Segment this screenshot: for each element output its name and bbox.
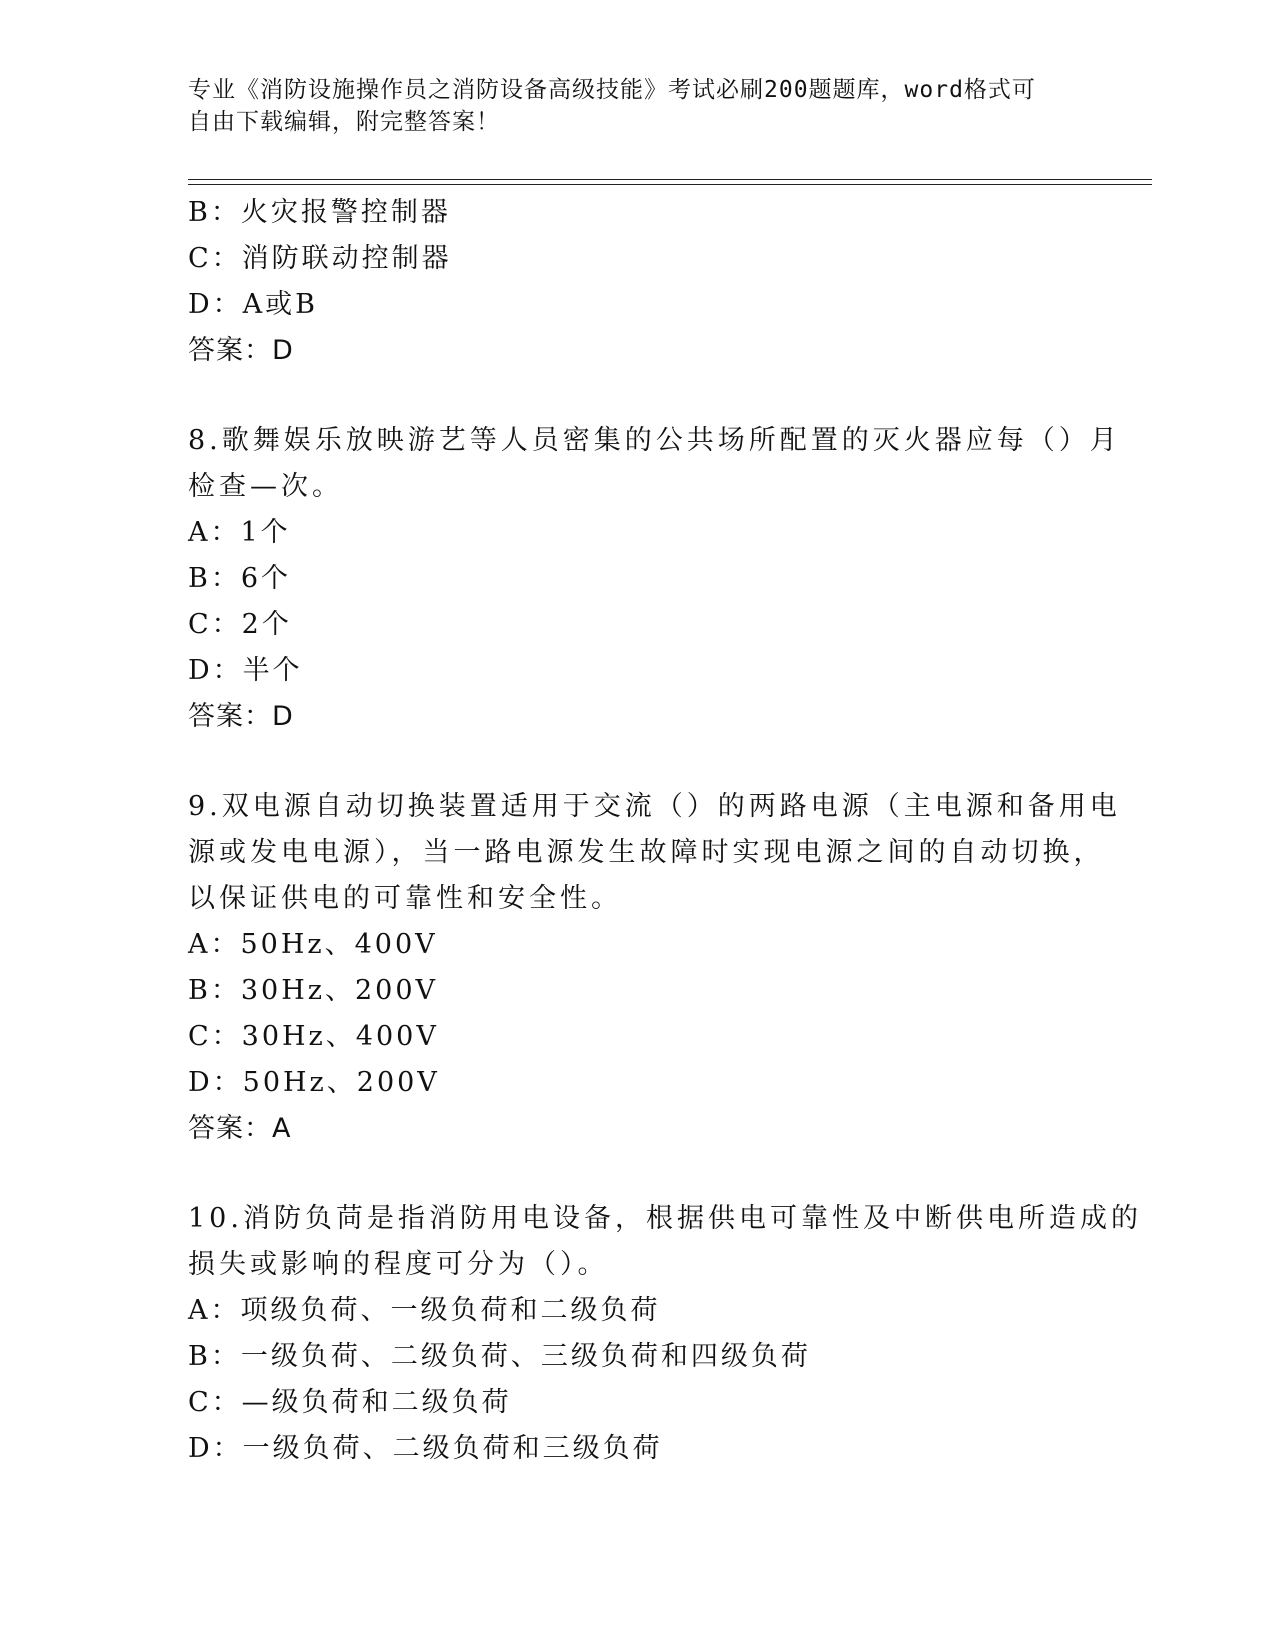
- option-b: B：火灾报警控制器: [188, 197, 451, 228]
- option-c: C：消防联动控制器: [188, 243, 452, 274]
- option-a: A：项级负荷、一级负荷和二级负荷: [188, 1295, 661, 1326]
- question-9: [188, 784, 1121, 922]
- option-b: B：30Hz、200V: [188, 975, 439, 1006]
- option-c: C：30Hz、400V: [188, 1021, 439, 1052]
- question-text-line: 检查—次。: [188, 471, 343, 502]
- option-d: D：50Hz、200V: [188, 1067, 440, 1098]
- question-text-line: 10.消防负苘是指消防用电设备，根据供电可靠性及中断供电所造成的: [188, 1203, 1142, 1234]
- option-b: B：6个: [188, 563, 292, 594]
- answer-line: 答案：D: [188, 335, 294, 366]
- header-line-1: 专业《消防设施操作员之消防设备高级技能》考试必刷200题题库，word格式可: [188, 77, 1036, 103]
- option-a: A：1个: [188, 517, 291, 548]
- option-b: B：一级负荷、二级负荷、三级负荷和四级负荷: [188, 1341, 811, 1372]
- option-c: C：2个: [188, 609, 292, 640]
- option-d: D：一级负荷、二级负荷和三级负荷: [188, 1433, 663, 1464]
- answer-line: 答案：A: [188, 1113, 292, 1144]
- question-content: [188, 190, 1142, 1472]
- question-8: [188, 418, 1121, 510]
- spacer: [188, 1152, 1088, 1196]
- question-text-line: 源或发电电源），当一路电源发生故障时实现电源之间的自动切换，: [188, 837, 1105, 868]
- document-header: [188, 74, 1068, 138]
- option-c: C：—级负荷和二级负荷: [188, 1387, 512, 1418]
- question-text-line: 8.歌舞娱乐放映游艺等人员密集的公共场所配置的灭火器应每（）月: [188, 425, 1121, 456]
- question-text-line: 9.双电源自动切换装置适用于交流（）的两路电源（主电源和备用电: [188, 791, 1121, 822]
- option-d: D：半个: [188, 655, 303, 686]
- question-10: [188, 1196, 1142, 1288]
- header-line-2: 自由下载编辑，附完整答案！: [188, 109, 500, 135]
- header-divider-bottom: [188, 184, 1152, 185]
- question-text-line: 以保证供电的可靠性和安全性。: [188, 883, 622, 914]
- question-text-line: 损失或影响的程度可分为（）。: [188, 1249, 609, 1280]
- header-divider-top: [188, 179, 1152, 180]
- spacer: [188, 740, 1088, 784]
- option-a: A：50Hz、400V: [188, 929, 438, 960]
- option-d: D：A或B: [188, 289, 318, 320]
- question-7-tail: [188, 190, 1088, 374]
- spacer: [188, 374, 1088, 418]
- answer-line: 答案：D: [188, 701, 294, 732]
